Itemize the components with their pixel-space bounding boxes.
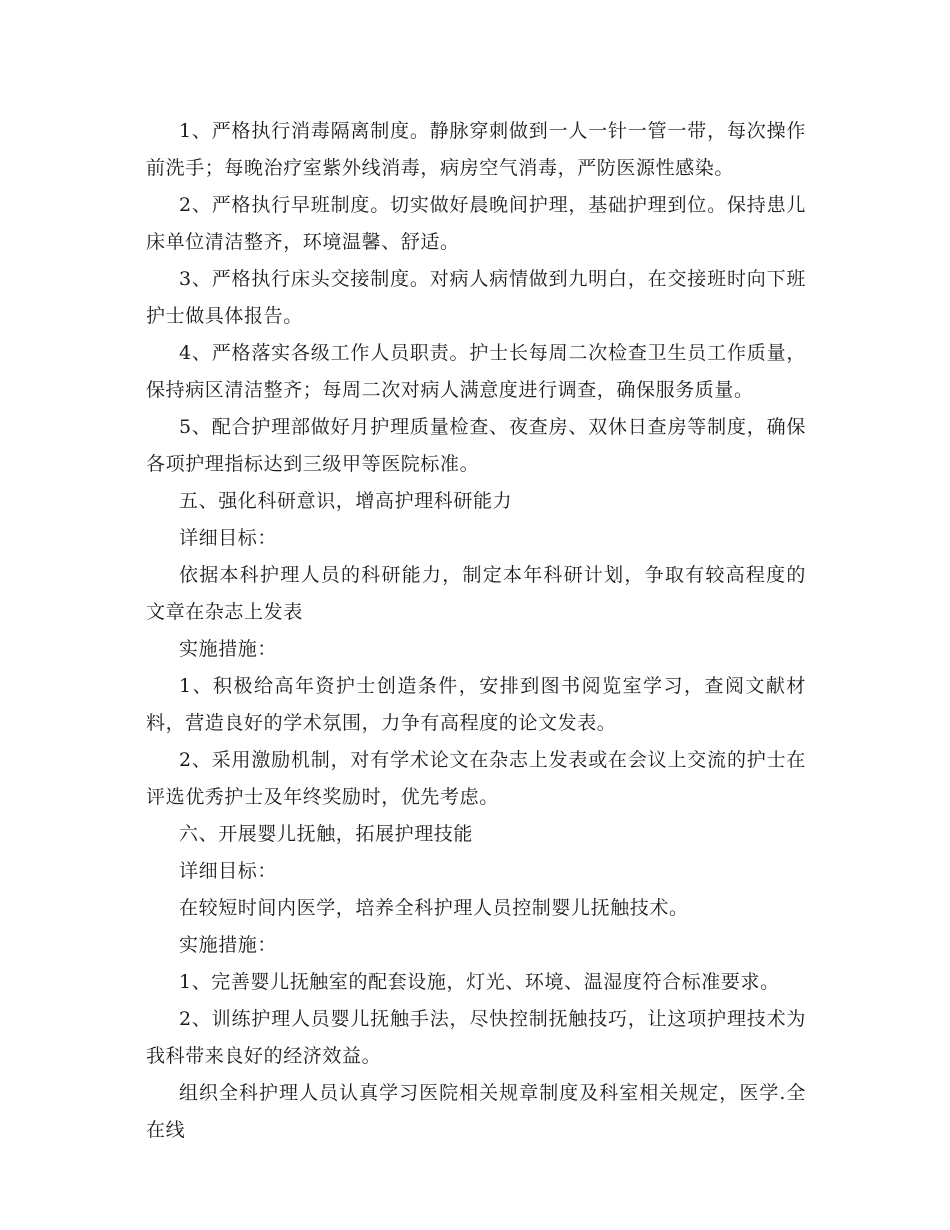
paragraph-disinfection-isolation: 1、严格执行消毒隔离制度。静脉穿刺做到一人一针一管一带，每次操作前洗手；每晚治疗室紫外线消毒，病房空气消毒，严防医源性感染。 [146,120,806,179]
paragraph-research-goal: 依据本科护理人员的科研能力，制定本年科研计划，争取有较高程度的文章在杂志上发表 [146,564,806,623]
paragraph-bedside-handover: 3、严格执行床头交接制度。对病人病情做到九明白，在交接班时向下班护士做具体报告。 [146,268,806,327]
paragraph-infant-touch-measure-1: 1、完善婴儿抚触室的配套设施，灯光、环境、温湿度符合标准要求。 [179,971,780,993]
subheading-measures: 实施措施： [179,934,278,956]
document-body [146,113,806,1149]
paragraph-quality-inspection: 5、配合护理部做好月护理质量检查、夜查房、双休日查房等制度，确保各项护理指标达到三级甲等医院标准。 [146,416,806,475]
paragraph-staff-duties: 4、严格落实各级工作人员职责。护士长每周二次检查卫生员工作质量，保持病区清洁整齐；每周二次对病人满意度进行调查，确保服务质量。 [146,342,806,401]
paragraph-research-measure-1: 1、积极给高年资护士创造条件，安排到图书阅览室学习，查阅文献材料，营造良好的学术氛围，力争有高程度的论文发表。 [146,675,806,734]
paragraph-early-shift: 2、严格执行早班制度。切实做好晨晚间护理，基础护理到位。保持患儿床单位清洁整齐，环境温馨、舒适。 [146,194,806,253]
paragraph-study-regulations: 组织全科护理人员认真学习医院相关规章制度及科室相关规定，医学.全在线 [146,1082,806,1141]
paragraph-infant-touch-measure-2: 2、训练护理人员婴儿抚触手法，尽快控制抚触技巧，让这项护理技术为我科带来良好的经济效益。 [146,1008,806,1067]
subheading-goal: 详细目标： [179,527,278,549]
section-heading-research: 五、强化科研意识，增高护理科研能力 [179,490,513,512]
paragraph-infant-touch-goal: 在较短时间内医学，培养全科护理人员控制婴儿抚触技术。 [179,897,689,919]
paragraph-research-measure-2: 2、采用激励机制，对有学术论文在杂志上发表或在会议上交流的护士在评选优秀护士及年终奖励时，优先考虑。 [146,749,806,808]
subheading-measures: 实施措施： [179,638,278,660]
section-heading-infant-touch: 六、开展婴儿抚触，拓展护理技能 [179,823,474,845]
subheading-goal: 详细目标： [179,860,278,882]
